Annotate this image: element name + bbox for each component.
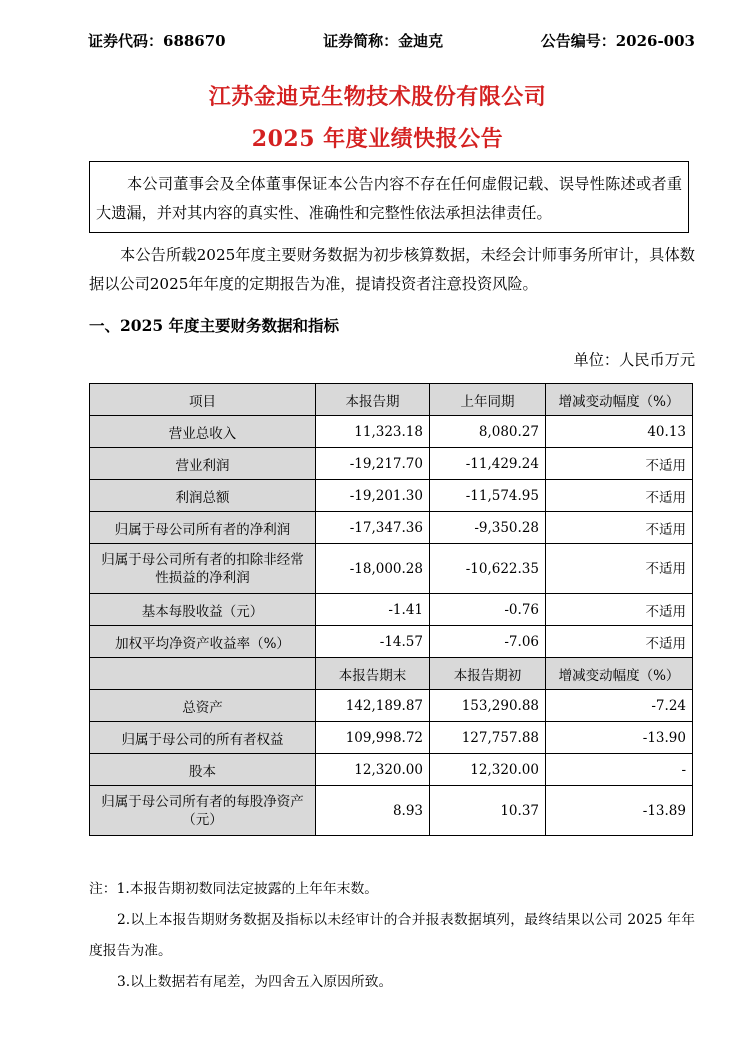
row-label: 总资产 xyxy=(90,690,316,722)
cell-value: -18,000.28 xyxy=(316,544,430,594)
cell-value: -19,201.30 xyxy=(316,480,430,512)
table-row xyxy=(90,544,693,594)
cell-value: 12,320.00 xyxy=(430,754,546,786)
report-title: 2025 年度业绩快报公告 xyxy=(251,126,504,152)
section-heading: 一、2025 年度主要财务数据和指标 xyxy=(89,316,340,335)
board-statement-box: 本公司董事会及全体董事保证本公告内容不存在任何虚假记载、误导性陈述或者重大遗漏，并对其内容的真实性、准确性和完整性依法承担法律责任。 xyxy=(89,161,689,233)
cell-value: 不适用 xyxy=(546,480,693,512)
row-label: 利润总额 xyxy=(90,480,316,512)
cell-value: -19,217.70 xyxy=(316,448,430,480)
cell-value: - xyxy=(546,754,693,786)
cell-value: 不适用 xyxy=(546,448,693,480)
cell-value: -7.06 xyxy=(430,626,546,658)
row-label: 营业总收入 xyxy=(90,416,316,448)
header-item: 项目 xyxy=(90,384,316,416)
table-row xyxy=(90,754,693,786)
cell-value: -17,347.36 xyxy=(316,512,430,544)
header-current-period: 本报告期 xyxy=(316,384,430,416)
cell-value: 不适用 xyxy=(546,626,693,658)
note-2: 2.以上本报告期财务数据及指标以未经审计的合并报表数据填列，最终结果以公司 2025 年年度报告为准。 xyxy=(89,912,695,959)
cell-value: 11,323.18 xyxy=(316,416,430,448)
financial-data-table xyxy=(89,383,693,836)
stock-short-name: 证券简称：金迪克 xyxy=(323,32,444,50)
cell-value: 12,320.00 xyxy=(316,754,430,786)
cell-value: -13.90 xyxy=(546,722,693,754)
stock-code: 证券代码：688670 xyxy=(88,32,226,50)
row-label: 加权平均净资产收益率（%） xyxy=(90,626,316,658)
table-row xyxy=(90,786,693,836)
cell-value: 不适用 xyxy=(546,512,693,544)
cell-value: -9,350.28 xyxy=(430,512,546,544)
cell-value: -13.89 xyxy=(546,786,693,836)
row-label: 营业利润 xyxy=(90,448,316,480)
cell-value: 40.13 xyxy=(546,416,693,448)
cell-value: -14.57 xyxy=(316,626,430,658)
document-header xyxy=(88,30,695,52)
cell-value: -11,429.24 xyxy=(430,448,546,480)
cell-value: -11,574.95 xyxy=(430,480,546,512)
table-header-row xyxy=(90,384,693,416)
table-row xyxy=(90,512,693,544)
intro-paragraph: 本公告所载2025年度主要财务数据为初步核算数据，未经会计师事务所审计，具体数据以公司2025年年度的定期报告为准，提请投资者注意投资风险。 xyxy=(89,246,695,293)
cell-value: 10.37 xyxy=(430,786,546,836)
cell-value: 109,998.72 xyxy=(316,722,430,754)
note-3: 3.以上数据若有尾差，为四舍五入原因所致。 xyxy=(117,974,393,990)
notice-number: 公告编号：2026-003 xyxy=(540,32,695,50)
row-label: 归属于母公司所有者的每股净资产（元） xyxy=(90,786,316,836)
table-row xyxy=(90,626,693,658)
header-change: 增减变动幅度（%） xyxy=(546,384,693,416)
table-row xyxy=(90,594,693,626)
cell-value: 8,080.27 xyxy=(430,416,546,448)
row-label: 归属于母公司的所有者权益 xyxy=(90,722,316,754)
header-prior-period: 上年同期 xyxy=(430,384,546,416)
subheader-change: 增减变动幅度（%） xyxy=(546,658,693,690)
cell-value: -10,622.35 xyxy=(430,544,546,594)
table-subheader-row xyxy=(90,658,693,690)
cell-value: 不适用 xyxy=(546,544,693,594)
table-row xyxy=(90,690,693,722)
cell-value: 153,290.88 xyxy=(430,690,546,722)
company-title: 江苏金迪克生物技术股份有限公司 xyxy=(208,84,547,110)
cell-value: 127,757.88 xyxy=(430,722,546,754)
row-label: 基本每股收益（元） xyxy=(90,594,316,626)
cell-value: 8.93 xyxy=(316,786,430,836)
row-label: 归属于母公司所有者的扣除非经常性损益的净利润 xyxy=(90,544,316,594)
table-row xyxy=(90,480,693,512)
row-label: 股本 xyxy=(90,754,316,786)
subheader-period-end: 本报告期末 xyxy=(316,658,430,690)
cell-value: -1.41 xyxy=(316,594,430,626)
row-label: 归属于母公司所有者的净利润 xyxy=(90,512,316,544)
subheader-blank xyxy=(90,658,316,690)
note-1: 注：1.本报告期初数同法定披露的上年年末数。 xyxy=(89,881,379,897)
subheader-period-start: 本报告期初 xyxy=(430,658,546,690)
currency-unit: 单位：人民币万元 xyxy=(573,351,695,369)
table-row xyxy=(90,416,693,448)
notes-section xyxy=(89,874,695,998)
cell-value: -0.76 xyxy=(430,594,546,626)
cell-value: 142,189.87 xyxy=(316,690,430,722)
table-row xyxy=(90,448,693,480)
cell-value: -7.24 xyxy=(546,690,693,722)
cell-value: 不适用 xyxy=(546,594,693,626)
table-row xyxy=(90,722,693,754)
